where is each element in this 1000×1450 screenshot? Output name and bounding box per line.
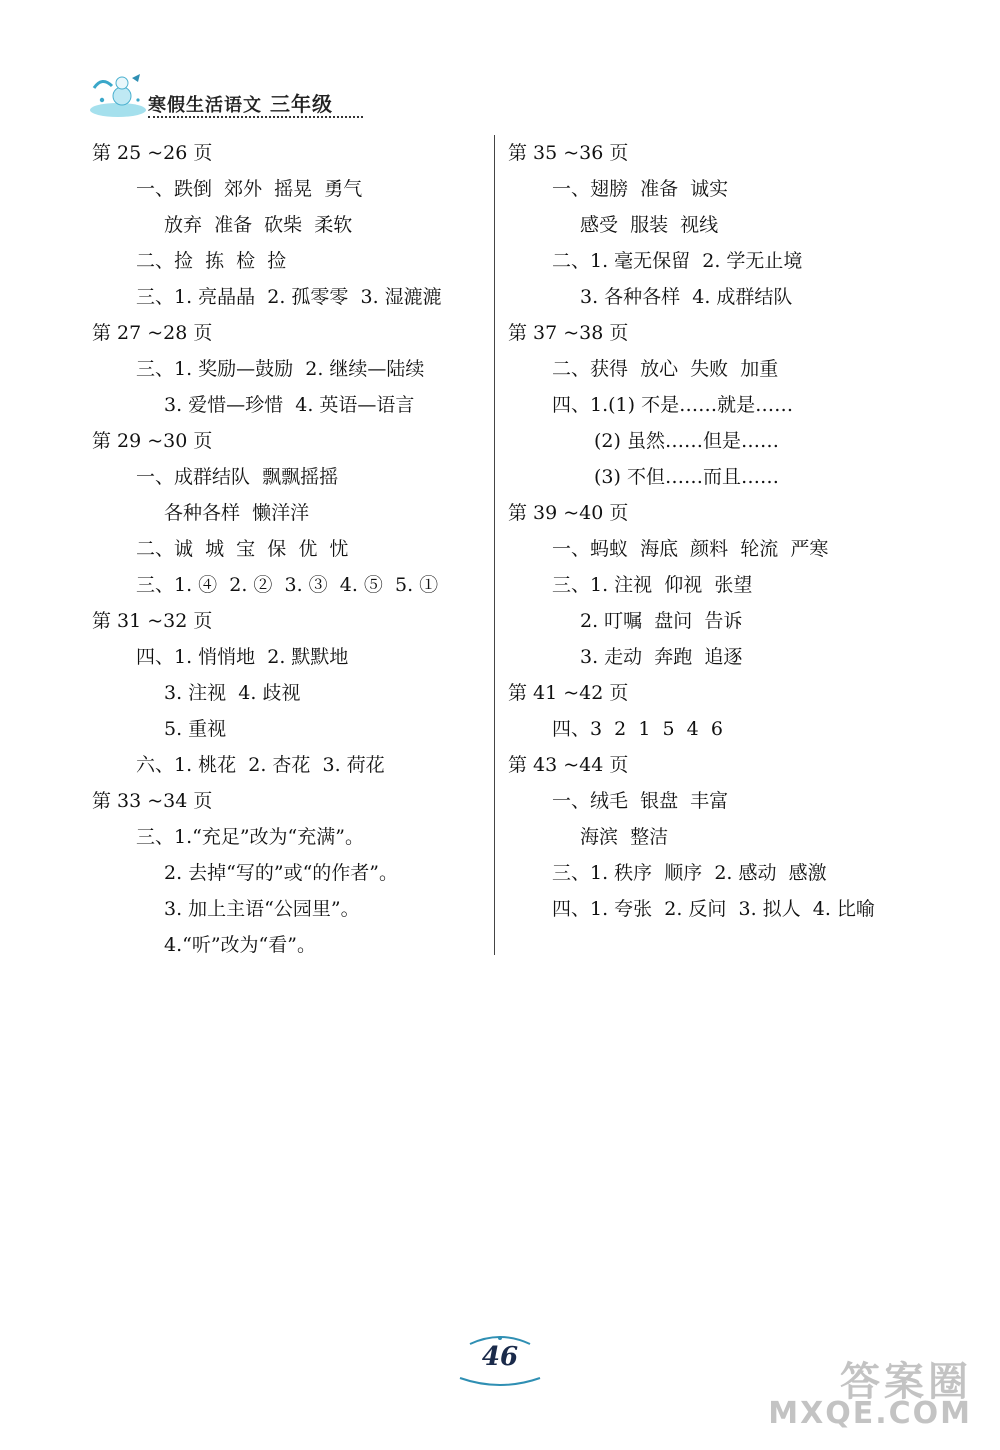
answer-line: 3. 加上主语“公园里”。: [164, 898, 360, 920]
section-heading: 第 39 ~40 页: [508, 502, 629, 524]
answer-line: 三、1.“充足”改为“充满”。: [136, 826, 364, 848]
answer-line: 2. 去掉“写的”或“的作者”。: [164, 862, 399, 884]
answer-line: 二、1. 毫无保留 2. 学无止境: [552, 250, 803, 272]
answer-line: 4.“听”改为“看”。: [164, 934, 316, 956]
snowman-logo-icon: [88, 70, 148, 120]
answer-line: 三、1. 秩序 顺序 2. 感动 感激: [552, 862, 827, 884]
answer-line: 二、诚 城 宝 保 优 忧: [136, 538, 349, 560]
watermark-top-text: 答案圈: [840, 1359, 972, 1405]
answer-line: 一、翅膀 准备 诚实: [552, 178, 729, 200]
answer-line: 5. 重视: [164, 718, 227, 740]
answer-line: 一、蚂蚁 海底 颜料 轮流 严寒: [552, 538, 829, 560]
book-title-text: 寒假生活语文: [148, 95, 262, 116]
answer-line: (2) 虽然……但是……: [594, 430, 779, 452]
answer-line: 感受 服装 视线: [580, 214, 719, 236]
section-heading: 第 29 ~30 页: [92, 430, 213, 452]
answer-line: (3) 不但……而且……: [594, 466, 779, 488]
section-heading: 第 37 ~38 页: [508, 322, 629, 344]
answer-line: 三、1. 注视 仰视 张望: [552, 574, 753, 596]
book-header: [88, 70, 388, 130]
page-footer: [450, 1330, 550, 1390]
section-heading: 第 25 ~26 页: [92, 142, 213, 164]
section-heading: 第 41 ~42 页: [508, 682, 629, 704]
answer-line: 三、1. ④ 2. ② 3. ③ 4. ⑤ 5. ①: [136, 574, 439, 596]
answer-line: 四、3 2 1 5 4 6: [552, 718, 723, 740]
section-heading: 第 33 ~34 页: [92, 790, 213, 812]
section-heading: 第 27 ~28 页: [92, 322, 213, 344]
answer-line: 放弃 准备 砍柴 柔软: [164, 214, 353, 236]
column-divider: [494, 135, 495, 955]
section-heading: 第 31 ~32 页: [92, 610, 213, 632]
answer-line: 四、1. 夸张 2. 反问 3. 拟人 4. 比喻: [552, 898, 875, 920]
watermark-bottom-text: MXQE.COM: [768, 1396, 972, 1431]
answer-line: 二、获得 放心 失败 加重: [552, 358, 779, 380]
answers-left-column: [92, 135, 487, 963]
answer-line: 四、1. 悄悄地 2. 默默地: [136, 646, 349, 668]
answer-line: 海滨 整洁: [580, 826, 669, 848]
section-heading: 第 35 ~36 页: [508, 142, 629, 164]
answer-line: 一、成群结队 飘飘摇摇: [136, 466, 339, 488]
page-number: 46: [481, 1342, 519, 1372]
answers-right-column: [508, 135, 948, 927]
answer-line: 各种各样 懒洋洋: [164, 502, 310, 524]
answer-line: 3. 走动 奔跑 追逐: [580, 646, 743, 668]
answer-line: 二、捡 拣 检 捡: [136, 250, 287, 272]
answer-line: 四、1.(1) 不是……就是……: [552, 394, 794, 416]
book-title: [148, 88, 333, 117]
answer-line: 3. 注视 4. 歧视: [164, 682, 301, 704]
answer-line: 六、1. 桃花 2. 杏花 3. 荷花: [136, 754, 385, 776]
watermark-logo: [768, 1350, 982, 1431]
header-rule: [148, 116, 363, 118]
answer-line: 一、绒毛 银盘 丰富: [552, 790, 729, 812]
answer-line: 2. 叮嘱 盘问 告诉: [580, 610, 743, 632]
answer-line: 3. 爱惜—珍惜 4. 英语—语言: [164, 394, 415, 416]
answer-line: 三、1. 奖励—鼓励 2. 继续—陆续: [136, 358, 425, 380]
answer-line: 3. 各种各样 4. 成群结队: [580, 286, 793, 308]
answer-line: 三、1. 亮晶晶 2. 孤零零 3. 湿漉漉: [136, 286, 442, 308]
section-heading: 第 43 ~44 页: [508, 754, 629, 776]
book-grade: 三年级: [270, 92, 333, 116]
answer-line: 一、跌倒 郊外 摇晃 勇气: [136, 178, 363, 200]
